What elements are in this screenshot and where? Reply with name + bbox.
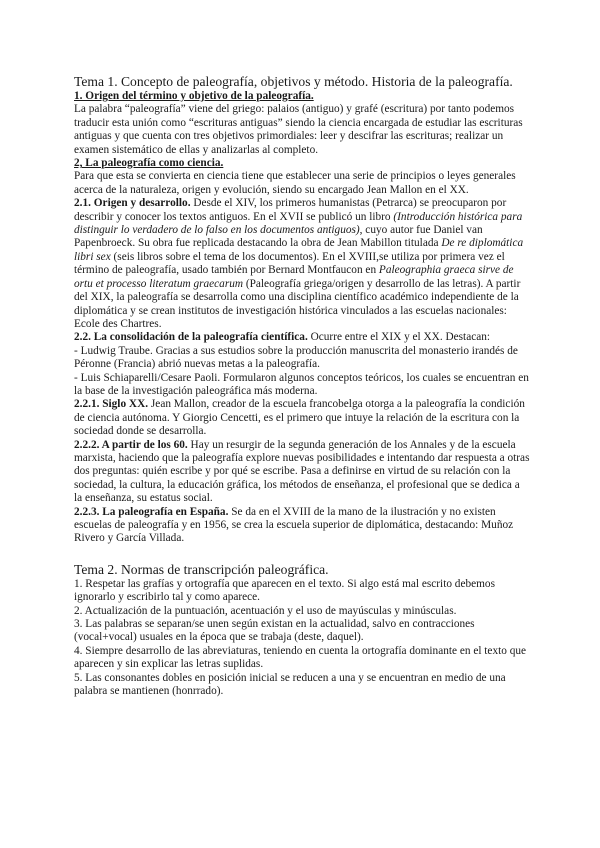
tema1-title: Tema 1. Concepto de paleografía, objetivos y método. Historia de la paleografía.: [74, 74, 513, 89]
section21-paragraph: [74, 197, 530, 331]
section22-bullet-traube: - Ludwig Traube. Gracias a sus estudios sobre la producción manuscrita del monasterio irandés de Péronne (Francia) abrió nuevas metas a la paleografía.: [74, 344, 518, 371]
section22-heading: 2.2. La consolidación de la paleografía científica.: [74, 331, 308, 344]
section1-heading: 1. Origen del término y objetivo de la paleografía.: [74, 90, 314, 102]
section221-text: Jean Mallon, creador de la escuela francobelga otorga a la paleografía la condición de ciencia autónoma. Y Giorgio Cencetti, es el primero que intuye la relación de la escritura con la sociedad donde se desarrolla.: [74, 398, 525, 438]
section22-text: Ocurre entre el XIX y el XX. Destacan:: [307, 331, 491, 344]
section21-text-a: Desde el XIV, los primeros humanistas (Petrarca) se preocuparon por describir y conocer los textos antiguos. En el XVII se publicó un libro: [74, 197, 507, 223]
tema2-rule-1: 1. Respetar las grafías y ortografía que aparecen en el texto. Si algo está mal escrito debemos ignorarlo y escribirlo tal y como aparece.: [74, 577, 495, 604]
section22-paragraph: [74, 331, 530, 344]
section223-paragraph: [74, 506, 530, 546]
section223-text: Se da en el XVIII de la mano de la ilustración y no existen escuelas de paleografía y en 1956, se crea la escuela superior de diplomática, destacando: Muñoz Rivero y García Villada.: [74, 505, 514, 545]
section1-text: La palabra “paleografía” viene del griego: palaios (antiguo) y grafé (escritura) por tanto podemos traducir esta unión como “escrituras antiguas” siendo la ciencia encargada de estudiar las escrituras antiguas y que cuenta con tres objetivos primordiales: leer y descifrar las escrituras; realizar un examen sistemático de ellas y analizarlas al completo.: [74, 103, 523, 156]
section21-text-g: (Paleografía griega/origen y desarrollo de las letras). A partir del XIX, la paleografía se desarrolla como una disciplina científico académico independiente de la diplomática y se crean institutos de investigación histórica vinculados a las escuelas nacionales: Ecole des Chartres.: [74, 277, 521, 330]
tema2-title: Tema 2. Normas de transcripción paleográfica.: [74, 561, 329, 577]
section221-heading: 2.2.1. Siglo XX.: [74, 398, 149, 411]
section21-text-c: , cuyo autor fue Daniel van Papenbroeck. Su obra fue replicada destacando la obra de Jean Mabillon titulada: [74, 224, 483, 250]
section21-montfaucon-title: Paleographia graeca sirve de ortu et processo literatum graecarum: [74, 264, 514, 290]
section2-heading: 2, La paleografía como ciencia.: [74, 157, 224, 170]
tema2-rule-4: 4. Siempre desarrollo de las abreviaturas, teniendo en cuenta la ortografía dominante en el texto que aparecen y sin explicar las letras suplidas.: [74, 644, 527, 671]
section222-text: Hay un resurgir de la segunda generación de los Annales y de la escuela marxista, haciendo que la paleografía explore nuevas posibilidades e intentando dar respuesta a otras dos preguntas: quién escribe y por qué se escribe. Pasa a definirse en virtud de su relación con la sociedad, la cultura, la educación gráfica, los métodos de enseñanza, el profesional que se dedica a la enseñanza, su estatus social.: [74, 438, 530, 505]
tema2-rule-2: 2. Actualización de la puntuación, acentuación y el uso de mayúsculas y minúsculas.: [74, 604, 457, 617]
section21-text-e: (seis libros sobre el tema de los documentos). En el XVIII,se utiliza por primera vez el término de paleografía, usado también por Bernard Montfaucon en: [74, 250, 505, 277]
section21-mabillon-title: De re diplomática libri sex: [74, 237, 524, 263]
section21-heading: 2.1. Origen y desarrollo.: [74, 197, 191, 210]
section223-heading: 2.2.3. La paleografía en España.: [74, 505, 229, 518]
section2-text: Para que esta se convierta en ciencia tiene que establecer una serie de principios o leyes generales acerca de la naturaleza, origen y evolución, siendo su encargado Jean Mallon en el XX.: [74, 170, 516, 196]
section222-paragraph: [74, 439, 530, 506]
section222-heading: 2.2.2. A partir de los 60.: [74, 438, 188, 451]
tema2-rule-3: 3. Las palabras se separan/se unen según existan en la actualidad, salvo en contracciones (vocal+vocal) usuales en la época que se trabaja (deste, daquel).: [74, 618, 475, 644]
section22-bullet-schiaparelli: - Luis Schiaparelli/Cesare Paoli. Formularon algunos conceptos teóricos, los cuales se encuentran en la base de la investigación paleográfica más moderna.: [74, 371, 529, 397]
section221-paragraph: [74, 398, 530, 438]
document-page: [74, 74, 530, 698]
section21-book-title: (Introducción histórica para distinguir lo verdadero de lo falso en los documentos antiguos): [74, 210, 523, 237]
tema2-rule-5: 5. Las consonantes dobles en posición inicial se reducen a una y se encuentran en medio de una palabra se mantienen (honrrado).: [74, 671, 506, 698]
